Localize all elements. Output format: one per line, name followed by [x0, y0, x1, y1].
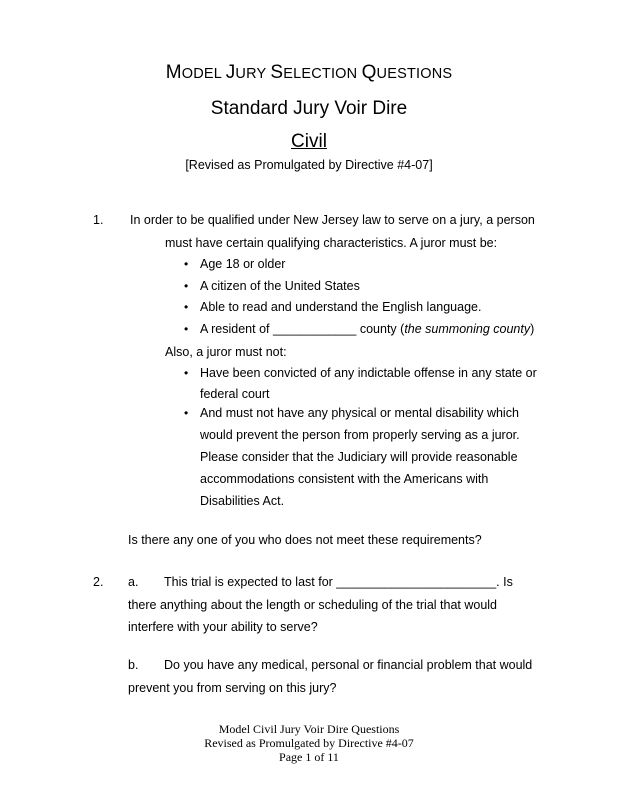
bullet-icon: • — [184, 322, 189, 336]
list-item: A citizen of the United States — [200, 279, 360, 293]
bullet-icon: • — [184, 366, 189, 380]
bullet-icon: • — [184, 279, 189, 293]
question-2a-text: This trial is expected to last for _______________________. Is — [164, 575, 513, 589]
section-heading: Civil — [291, 131, 327, 152]
list-item: Age 18 or older — [200, 257, 286, 271]
bullet-icon: • — [184, 257, 189, 271]
question-2a-text-cont: there anything about the length or scheduling of the trial that would — [128, 598, 498, 612]
question-1-number: 1. — [93, 213, 104, 227]
question-2b-text-cont: prevent you from serving on this jury? — [128, 681, 337, 695]
question-2-number: 2. — [93, 575, 104, 589]
question-1-intro-cont: must have certain qualifying characteristics. A juror must be: — [165, 236, 498, 250]
list-item-resident: A resident of ____________ county (the summoning county) — [200, 322, 535, 336]
must-not-intro: Also, a juror must not: — [165, 345, 287, 359]
question-2b-label: b. — [128, 658, 139, 672]
footer-revision: Revised as Promulgated by Directive #4-07 — [204, 736, 414, 750]
question-2a-label: a. — [128, 575, 139, 589]
list-item: Have been convicted of any indictable offense in any state or federal court — [200, 366, 537, 401]
question-2a-text-cont: interfere with your ability to serve? — [128, 620, 318, 634]
question-1-intro: In order to be qualified under New Jersey law to serve on a jury, a person — [130, 213, 535, 227]
question-2b-text: Do you have any medical, personal or financial problem that would — [164, 658, 533, 672]
bullet-icon: • — [184, 406, 189, 420]
revision-note: [Revised as Promulgated by Directive #4-07] — [185, 158, 433, 172]
bullet-icon: • — [184, 300, 189, 314]
list-item: And must not have any physical or mental disability which would prevent the person from properly serving as a juror. Please consider that the Judiciary will provide reasonable accommodations consistent with the Americans with Disabilities Act. — [200, 406, 520, 508]
list-item: Able to read and understand the English language. — [200, 300, 482, 314]
page-number: Page 1 of 11 — [279, 750, 339, 764]
footer-title: Model Civil Jury Voir Dire Questions — [218, 722, 400, 736]
page-subtitle: Standard Jury Voir Dire — [210, 98, 408, 119]
question-1-prompt: Is there any one of you who does not meet these requirements? — [128, 533, 482, 547]
page-title: MODEL JURY SELECTION QUESTIONS — [165, 62, 453, 83]
